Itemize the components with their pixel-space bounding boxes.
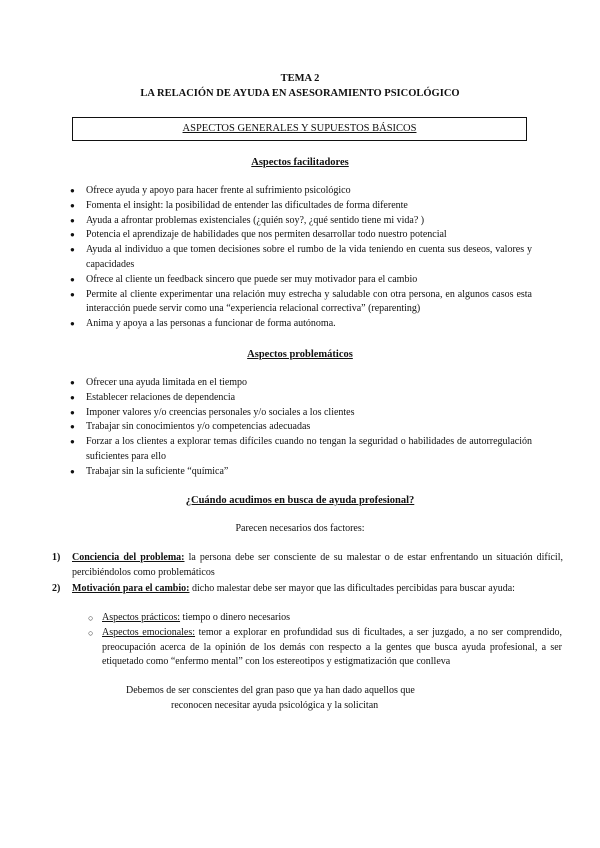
factor-number: 1) xyxy=(52,552,61,563)
sub-item xyxy=(88,626,562,670)
list-item: ● Forzar a los clientes a explorar temas difíciles cuando no tengan la seguridad o habilidades de autorregulación suficientes para ello xyxy=(70,436,532,462)
bullet-icon: ● xyxy=(70,289,75,299)
factor-item xyxy=(52,582,563,597)
sub-text: tiempo o dinero necesarios xyxy=(180,612,291,623)
bullet-icon: ● xyxy=(70,437,75,447)
list-item: ● Potencia el aprendizaje de habilidades que nos permiten desarrollar todo nuestro potencial xyxy=(70,228,532,243)
factors-list xyxy=(52,551,563,597)
bullet-icon: ● xyxy=(70,230,75,240)
bullet-icon: ● xyxy=(70,274,75,284)
circle-bullet-icon: ○ xyxy=(88,613,94,623)
bullet-icon: ● xyxy=(70,407,75,417)
sub-list xyxy=(88,611,562,670)
heading-facilitadores: Aspectos facilitadores xyxy=(251,157,349,168)
factor-lead: Conciencia del problema: xyxy=(72,552,185,563)
closing-line-2: reconocen necesitar ayuda psicológica y la solicitan xyxy=(171,699,379,711)
list-facilitadores xyxy=(70,184,532,332)
question-intro: Parecen necesarios dos factores: xyxy=(235,523,365,534)
list-item: ● Ofrecer una ayuda limitada en el tiempo xyxy=(70,376,532,391)
list-item: ● Trabajar sin conocimientos y/o competencias adecuadas xyxy=(70,420,532,435)
factor-text: dicho malestar debe ser mayor que las dificultades percibidas para buscar ayuda: xyxy=(189,582,515,594)
list-item: ● Ofrece al cliente un feedback sincero que puede ser muy motivador para el cambio xyxy=(70,273,532,288)
bullet-icon: ● xyxy=(70,392,75,402)
document-subtitle: LA RELACIÓN DE AYUDA EN ASESORAMIENTO PSICOLÓGICO xyxy=(140,88,460,99)
heading-question: ¿Cuándo acudimos en busca de ayuda profesional? xyxy=(185,495,415,506)
list-item: ● Anima y apoya a las personas a funcionar de forma autónoma. xyxy=(70,317,532,332)
list-problematicos xyxy=(70,376,532,480)
heading-problematicos: Aspectos problemáticos xyxy=(247,349,353,360)
bullet-icon: ● xyxy=(70,319,75,329)
list-item: ● Imponer valores y/o creencias personales y/o sociales a los clientes xyxy=(70,406,532,421)
bullet-icon: ● xyxy=(70,422,75,432)
closing-line-1: Debemos de ser conscientes del gran paso que ya han dado aquellos que xyxy=(126,685,415,696)
section-box-title: ASPECTOS GENERALES Y SUPUESTOS BÁSICOS xyxy=(182,123,417,134)
bullet-icon: ● xyxy=(70,378,75,387)
factor-lead: Motivación para el cambio: xyxy=(72,582,190,594)
list-item: ● Ayuda a afrontar problemas existenciales (¿quién soy?, ¿qué sentido tiene mi vida? ) xyxy=(70,214,532,229)
closing-paragraph xyxy=(126,684,466,714)
bullet-icon: ● xyxy=(70,215,75,225)
bullet-icon: ● xyxy=(70,466,75,476)
list-item: ● Fomenta el insight: la posibilidad de entender las dificultades de forma diferente xyxy=(70,199,532,214)
section-box xyxy=(72,117,527,141)
factor-item xyxy=(52,551,563,581)
list-item: ● Ayuda al individuo a que tomen decisiones sobre el rumbo de la vida teniendo en cuenta sus deseos, valores y capacidades xyxy=(70,244,532,270)
sub-text: temor a explorar en profundidad sus di ficultades, a ser juzgado, a no ser comprendido, preocupación acerca de la opinión de los demás con respecto a la gentes que busca ayuda profesional, a ser etiquetado como “enfermo mental” con los estereotipos y estigmatización que conlleva xyxy=(102,626,562,668)
sub-lead: Aspectos emocionales: xyxy=(102,626,196,638)
sub-lead: Aspectos prácticos: xyxy=(102,612,181,623)
sub-item xyxy=(88,611,562,626)
circle-bullet-icon: ○ xyxy=(88,627,94,638)
document-title: TEMA 2 xyxy=(280,73,320,84)
bullet-icon: ● xyxy=(70,186,75,195)
bullet-icon: ● xyxy=(70,200,75,210)
bullet-icon: ● xyxy=(70,245,75,255)
factor-number: 2) xyxy=(52,582,61,594)
list-item: ● Trabajar sin la suficiente “química” xyxy=(70,465,532,480)
list-item: ● Permite al cliente experimentar una relación muy estrecha y saludable con otra persona, en algunos casos esta interacción puede servir como una “experiencia relacional correctiva” (reparenting) xyxy=(70,288,532,315)
factor-text: la persona debe ser consciente de su malestar o de estar enfrentando un situación difícil, percibiéndolos como problemáticos xyxy=(72,552,563,578)
list-item: ● Ofrece ayuda y apoyo para hacer frente al sufrimiento psicológico xyxy=(70,184,532,199)
list-item: ● Establecer relaciones de dependencia xyxy=(70,391,532,406)
